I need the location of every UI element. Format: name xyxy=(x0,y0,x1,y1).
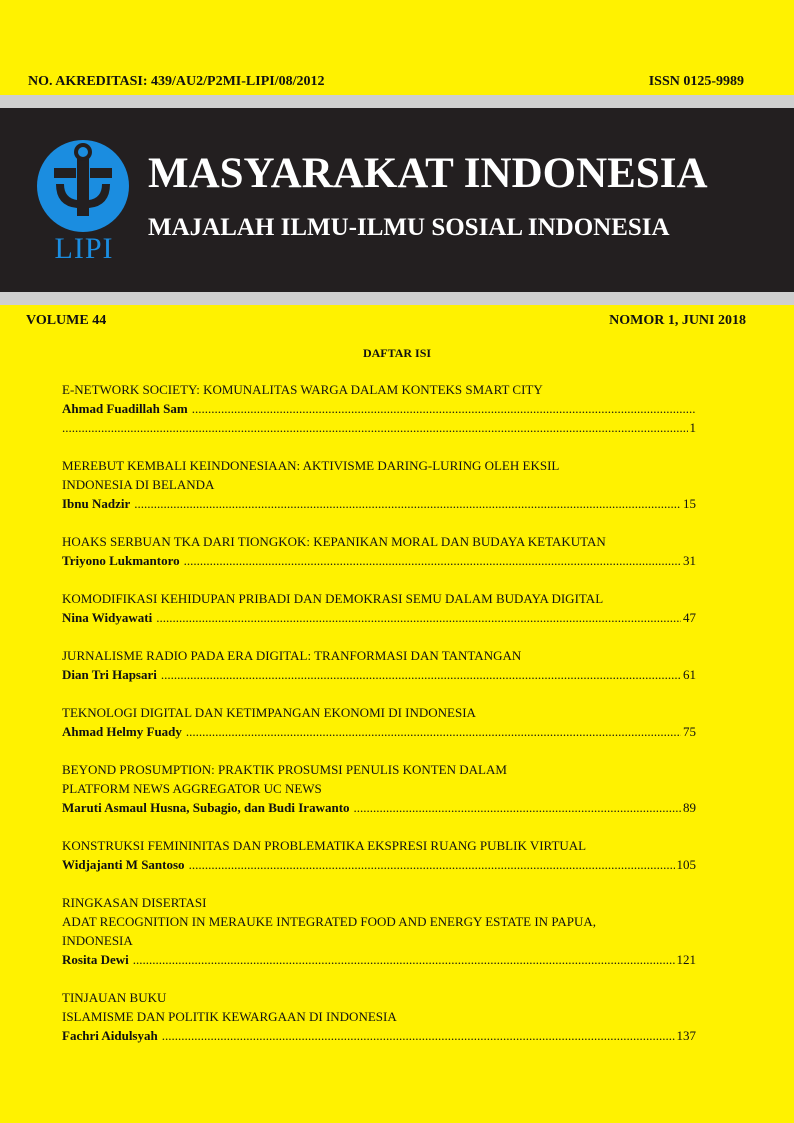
dot-leader xyxy=(189,855,675,874)
toc-entry xyxy=(62,532,696,570)
dot-leader xyxy=(184,551,681,570)
article-title: INDONESIA DI BELANDA xyxy=(62,477,215,492)
article-title: E-NETWORK SOCIETY: KOMUNALITAS WARGA DALAM KONTEKS SMART CITY xyxy=(62,382,543,397)
toc-entry xyxy=(62,893,696,969)
article-title: KONSTRUKSI FEMININITAS DAN PROBLEMATIKA EKSPRESI RUANG PUBLIK VIRTUAL xyxy=(62,838,587,853)
dot-leader xyxy=(162,1026,675,1045)
dot-leader xyxy=(62,418,688,437)
masthead xyxy=(0,108,794,292)
page-number: 47 xyxy=(683,610,696,625)
section-label: TINJAUAN BUKU xyxy=(62,990,167,1005)
article-title: PLATFORM NEWS AGGREGATOR UC NEWS xyxy=(62,781,322,796)
issue-number-date: NOMOR 1, JUNI 2018 xyxy=(609,313,746,328)
toc-entry xyxy=(62,703,696,741)
article-title: MEREBUT KEMBALI KEINDONESIAAN: AKTIVISME DARING-LURING OLEH EKSIL xyxy=(62,458,560,473)
toc-entry xyxy=(62,456,696,513)
page-number: 105 xyxy=(676,857,696,872)
dot-leader xyxy=(192,399,696,418)
page-number: 31 xyxy=(683,553,696,568)
volume-label: VOLUME 44 xyxy=(26,313,107,328)
article-author: Ahmad Helmy Fuady xyxy=(62,724,182,739)
author-line xyxy=(62,722,696,741)
dot-leader xyxy=(133,950,675,969)
article-author: Ahmad Fuadillah Sam xyxy=(62,401,188,416)
accreditation-number: NO. AKREDITASI: 439/AU2/P2MI-LIPI/08/2012 xyxy=(28,74,325,89)
section-label: RINGKASAN DISERTASI xyxy=(62,895,207,910)
toc-entry xyxy=(62,380,696,437)
author-line xyxy=(62,418,696,437)
dot-leader xyxy=(186,722,681,741)
author-line xyxy=(62,1026,696,1045)
article-title: ADAT RECOGNITION IN MERAUKE INTEGRATED FOOD AND ENERGY ESTATE IN PAPUA, xyxy=(62,914,596,929)
dot-leader xyxy=(161,665,681,684)
toc-entry xyxy=(62,646,696,684)
article-author: Nina Widyawati xyxy=(62,610,153,625)
toc-heading: DAFTAR ISI xyxy=(362,346,432,360)
author-line xyxy=(62,494,696,513)
author-line xyxy=(62,855,696,874)
dot-leader xyxy=(354,798,681,817)
article-author: Triyono Lukmantoro xyxy=(62,553,180,568)
article-author: Widjajanti M Santoso xyxy=(62,857,185,872)
article-author: Rosita Dewi xyxy=(62,952,129,967)
toc-entry xyxy=(62,836,696,874)
toc-entry xyxy=(62,589,696,627)
article-title: TEKNOLOGI DIGITAL DAN KETIMPANGAN EKONOMI DI INDONESIA xyxy=(62,705,476,720)
author-line xyxy=(62,399,696,418)
author-line xyxy=(62,665,696,684)
top-stripe xyxy=(0,95,794,108)
article-author: Fachri Aidulsyah xyxy=(62,1028,158,1043)
article-title: KOMODIFIKASI KEHIDUPAN PRIBADI DAN DEMOKRASI SEMU DALAM BUDAYA DIGITAL xyxy=(62,591,604,606)
article-author: Ibnu Nadzir xyxy=(62,496,131,511)
journal-subtitle: MAJALAH ILMU-ILMU SOSIAL INDONESIA xyxy=(148,214,670,241)
author-line xyxy=(62,950,696,969)
article-title: INDONESIA xyxy=(62,933,133,948)
article-title: ISLAMISME DAN POLITIK KEWARGAAN DI INDONESIA xyxy=(62,1009,397,1024)
page-number: 121 xyxy=(676,952,696,967)
toc-entry xyxy=(62,988,696,1045)
page-number: 75 xyxy=(683,724,696,739)
bottom-stripe xyxy=(0,292,794,305)
dot-leader xyxy=(156,608,681,627)
page-number: 137 xyxy=(676,1028,696,1043)
dot-leader xyxy=(134,494,681,513)
toc-entry xyxy=(62,760,696,817)
journal-title: MASYARAKAT INDONESIA xyxy=(148,150,708,197)
page-number: 1 xyxy=(689,420,696,435)
table-of-contents xyxy=(62,380,696,1064)
article-title: BEYOND PROSUMPTION: PRAKTIK PROSUMSI PENULIS KONTEN DALAM xyxy=(62,762,507,777)
author-line xyxy=(62,608,696,627)
cover-top-meta xyxy=(28,74,744,90)
page-number: 15 xyxy=(683,496,696,511)
issue-meta xyxy=(26,313,746,329)
author-line xyxy=(62,551,696,570)
page-number: 61 xyxy=(683,667,696,682)
article-author: Maruti Asmaul Husna, Subagio, dan Budi Irawanto xyxy=(62,800,350,815)
article-title: HOAKS SERBUAN TKA DARI TIONGKOK: KEPANIKAN MORAL DAN BUDAYA KETAKUTAN xyxy=(62,534,606,549)
article-author: Dian Tri Hapsari xyxy=(62,667,157,682)
lipi-logo-text: LIPI xyxy=(54,232,114,265)
author-line xyxy=(62,798,696,817)
page-number: 89 xyxy=(683,800,696,815)
article-title: JURNALISME RADIO PADA ERA DIGITAL: TRANFORMASI DAN TANTANGAN xyxy=(62,648,522,663)
issn-number: ISSN 0125-9989 xyxy=(648,74,744,89)
lipi-emblem-icon xyxy=(34,138,132,268)
